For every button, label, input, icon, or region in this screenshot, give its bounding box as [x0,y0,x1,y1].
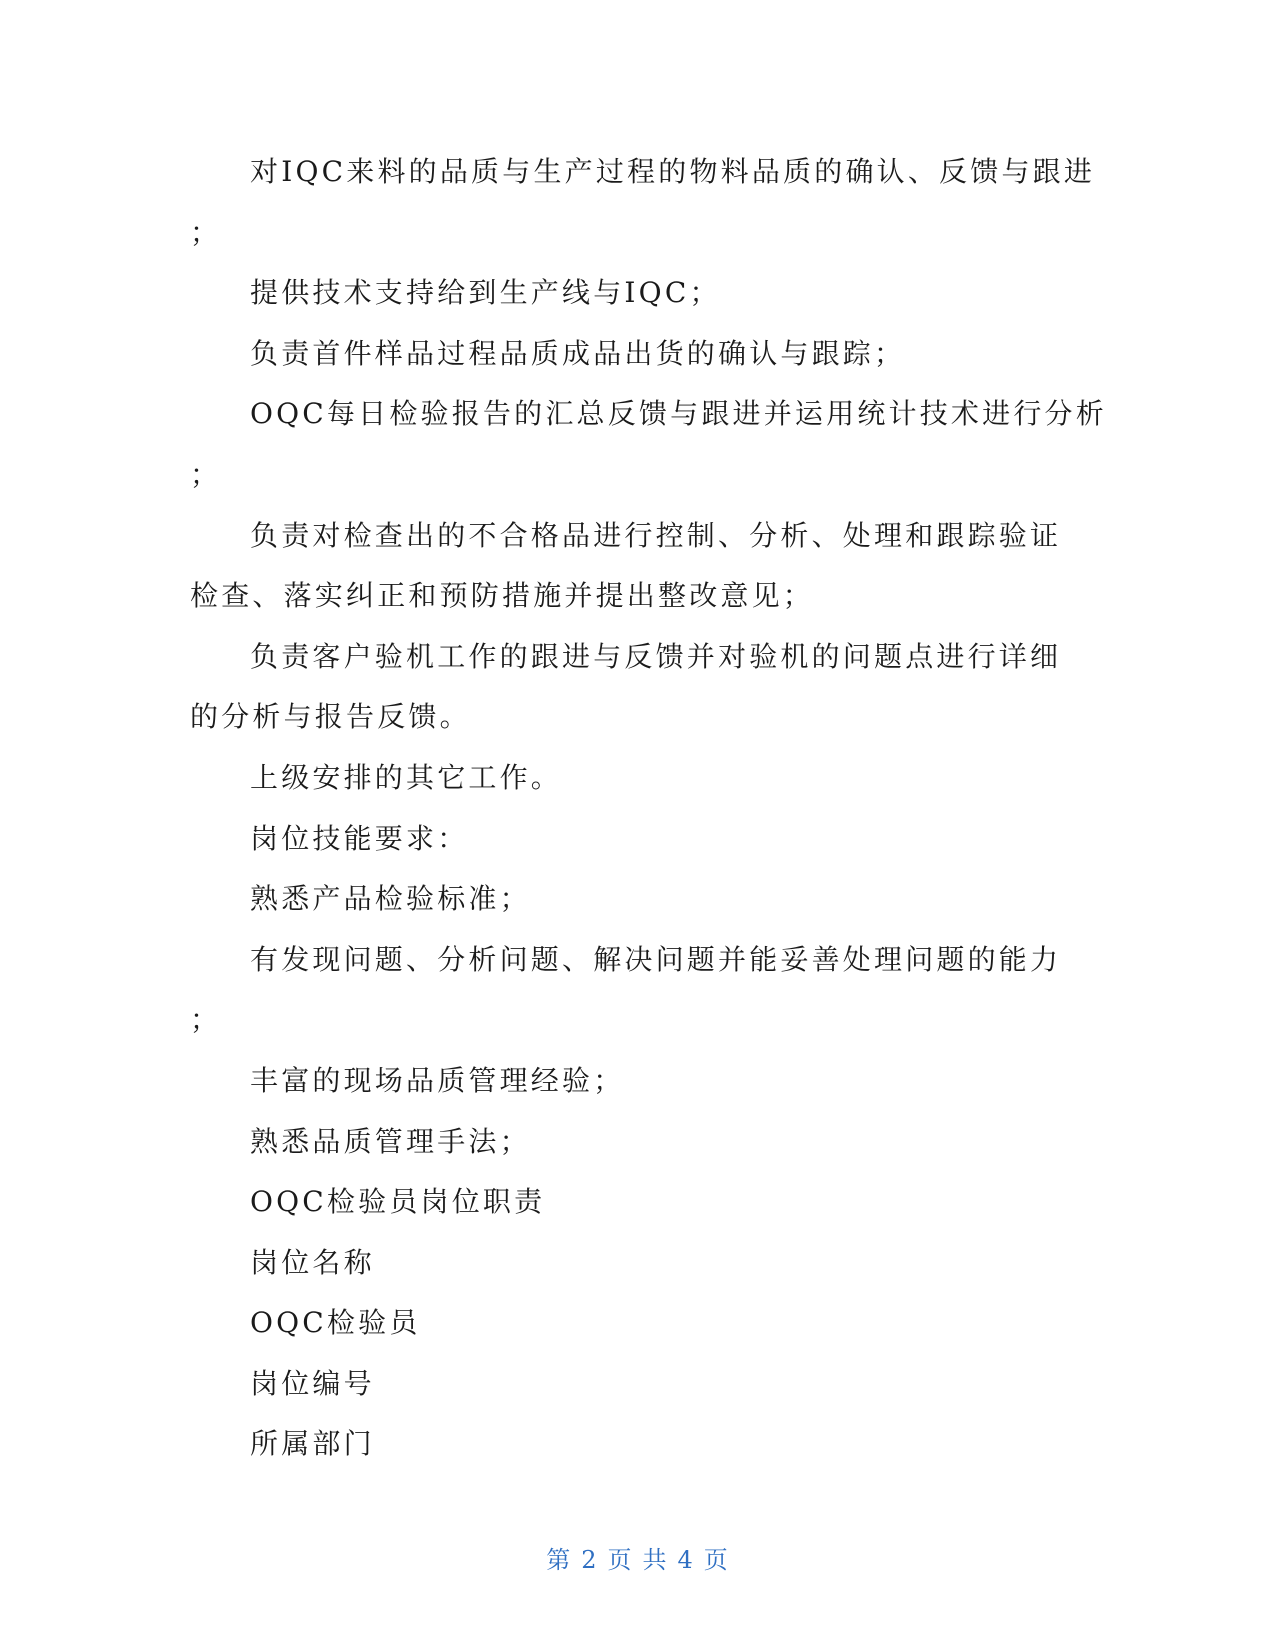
text-line: OQC检验员岗位职责 [250,1185,546,1219]
text-line: OQC每日检验报告的汇总反馈与跟进并运用统计技术进行分析 [250,397,1107,431]
footer-prefix: 第 [546,1546,572,1574]
text-line: 有发现问题、分析问题、解决问题并能妥善处理问题的能力 [250,942,1062,976]
text-line: 的分析与报告反馈。 [190,700,471,734]
text-line: 负责首件样品过程品质成品出货的确认与跟踪； [250,336,906,370]
text-line: 岗位名称 [250,1245,375,1279]
text-line: 检查、落实纠正和预防措施并提出整改意见； [190,579,815,613]
text-line: 上级安排的其它工作。 [250,760,563,794]
text-line: 熟悉品质管理手法； [250,1124,531,1158]
footer-total-pages: 4 [677,1546,694,1574]
text-line: 岗位编号 [250,1366,375,1400]
footer-suffix: 页 [703,1546,729,1574]
text-line: OQC检验员 [250,1306,421,1340]
text-line: 岗位技能要求： [250,821,469,855]
document-body [190,142,1107,1475]
text-line: 所属部门 [250,1427,375,1461]
footer-total-word: 共 [642,1546,668,1574]
text-line: 丰富的现场品质管理经验； [250,1063,625,1097]
text-line: ； [190,215,222,249]
footer-page-word: 页 [607,1546,633,1574]
text-line: ； [190,1003,222,1037]
text-line: 负责对检查出的不合格品进行控制、分析、处理和跟踪验证 [250,518,1062,552]
text-line: 熟悉产品检验标准； [250,882,531,916]
text-line: 提供技术支持给到生产线与IQC； [250,276,721,310]
text-line: 对IQC来料的品质与生产过程的物料品质的确认、反馈与跟进 [250,155,1096,188]
footer-current-page: 2 [581,1546,598,1574]
page-footer [0,1540,1275,1575]
text-line: ； [190,457,222,491]
text-line: 负责客户验机工作的跟进与反馈并对验机的问题点进行详细 [250,639,1062,673]
